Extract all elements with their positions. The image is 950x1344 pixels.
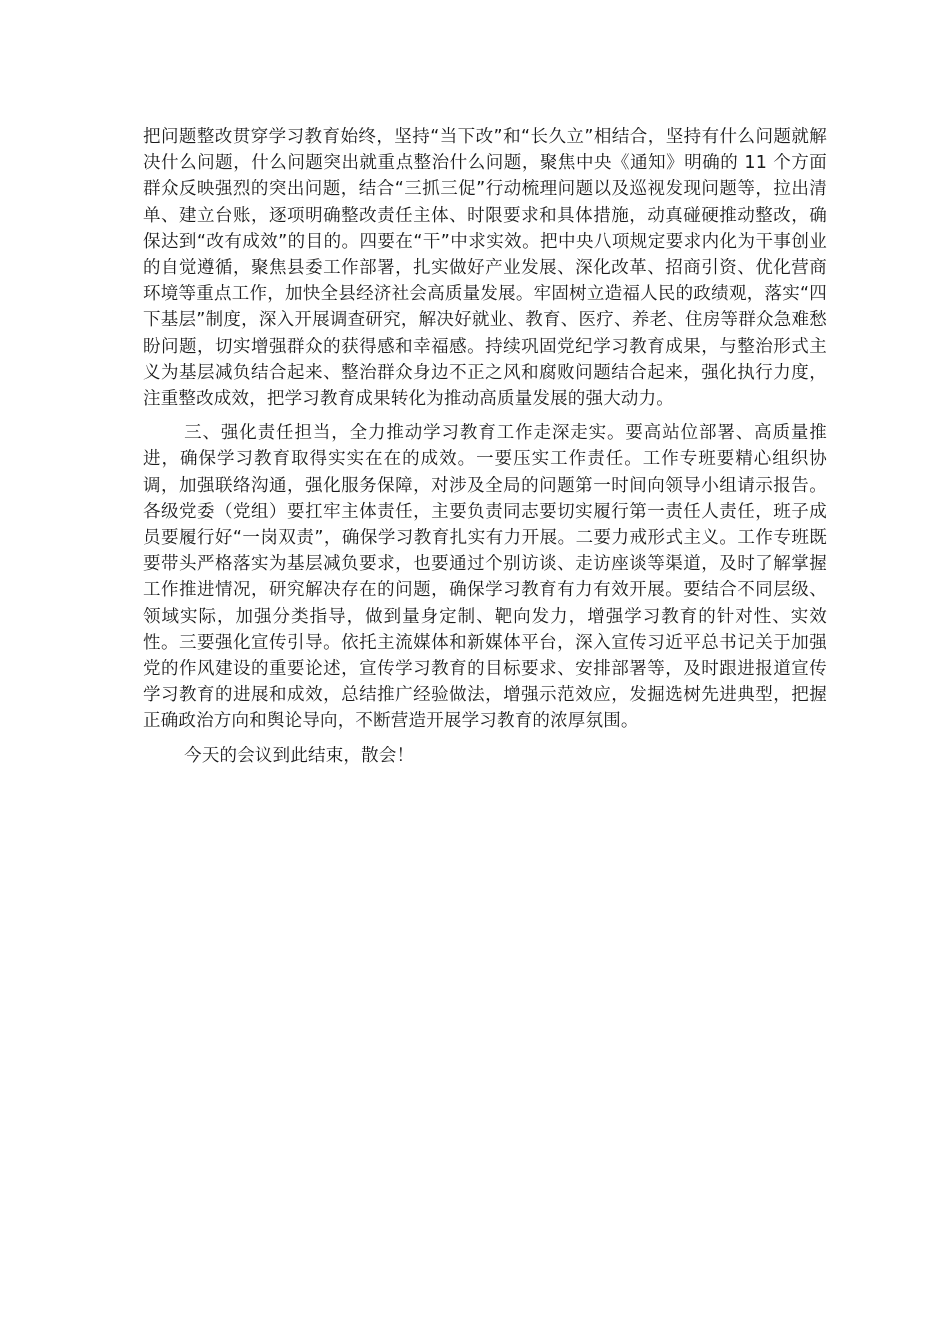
body-paragraph-1: 把问题整改贯穿学习教育始终，坚持“当下改”和“长久立”相结合，坚持有什么问题就解决什么问题，什么问题突出就重点整治什么问题，聚焦中央《通知》明确的 11 个方面群众反映强烈的突出问题，结合“三抓三促”行动梳理问题以及巡视发现问题等，拉出清单、建立台账，逐项明确整改责任主体、时限要求和具体措施，动真碰硬推动整改，确保达到“改有成效”的目的。四要在“干”中求实效。把中央八项规定要求内化为干事创业的自觉遵循，聚焦县委工作部署，扎实做好产业发展、深化改革、招商引资、优化营商环境等重点工作，加快全县经济社会高质量发展。牢固树立造福人民的政绩观，落实“四下基层”制度，深入开展调查研究，解决好就业、教育、医疗、养老、住房等群众急难愁盼问题，切实增强群众的获得感和幸福感。持续巩固党纪学习教育成果，与整治形式主义为基层减负结合起来、整治群众身边不正之风和腐败问题结合起来，强化执行力度，注重整改成效，把学习教育成果转化为推动高质量发展的强大动力。 (143, 127, 827, 410)
body-paragraph-2: 三、强化责任担当，全力推动学习教育工作走深走实。要高站位部署、高质量推进，确保学习教育取得实实在在的成效。一要压实工作责任。工作专班要精心组织协调，加强联络沟通，强化服务保障，对涉及全局的问题第一时间向领导小组请示报告。各级党委（党组）要扛牢主体责任，主要负责同志要切实履行第一责任人责任，班子成员要履行好“一岗双责”，确保学习教育扎实有力开展。二要力戒形式主义。工作专班既要带头严格落实为基层减负要求，也要通过个别访谈、走访座谈等渠道，及时了解掌握工作推进情况，研究解决存在的问题，确保学习教育有力有效开展。要结合不同层级、领域实际，加强分类指导，做到量身定制、靶向发力，增强学习教育的针对性、实效性。三要强化宣传引导。依托主流媒体和新媒体平台，深入宣传习近平总书记关于加强党的作风建设的重要论述，宣传学习教育的目标要求、安排部署等，及时跟进报道宣传学习教育的进展和成效，总结推广经验做法，增强示范效应，发掘选树先进典型，把握正确政治方向和舆论导向，不断营造开展学习教育的浓厚氛围。 (143, 423, 827, 732)
closing-paragraph: 今天的会议到此结束，散会！ (184, 745, 415, 766)
document-body (143, 124, 827, 777)
